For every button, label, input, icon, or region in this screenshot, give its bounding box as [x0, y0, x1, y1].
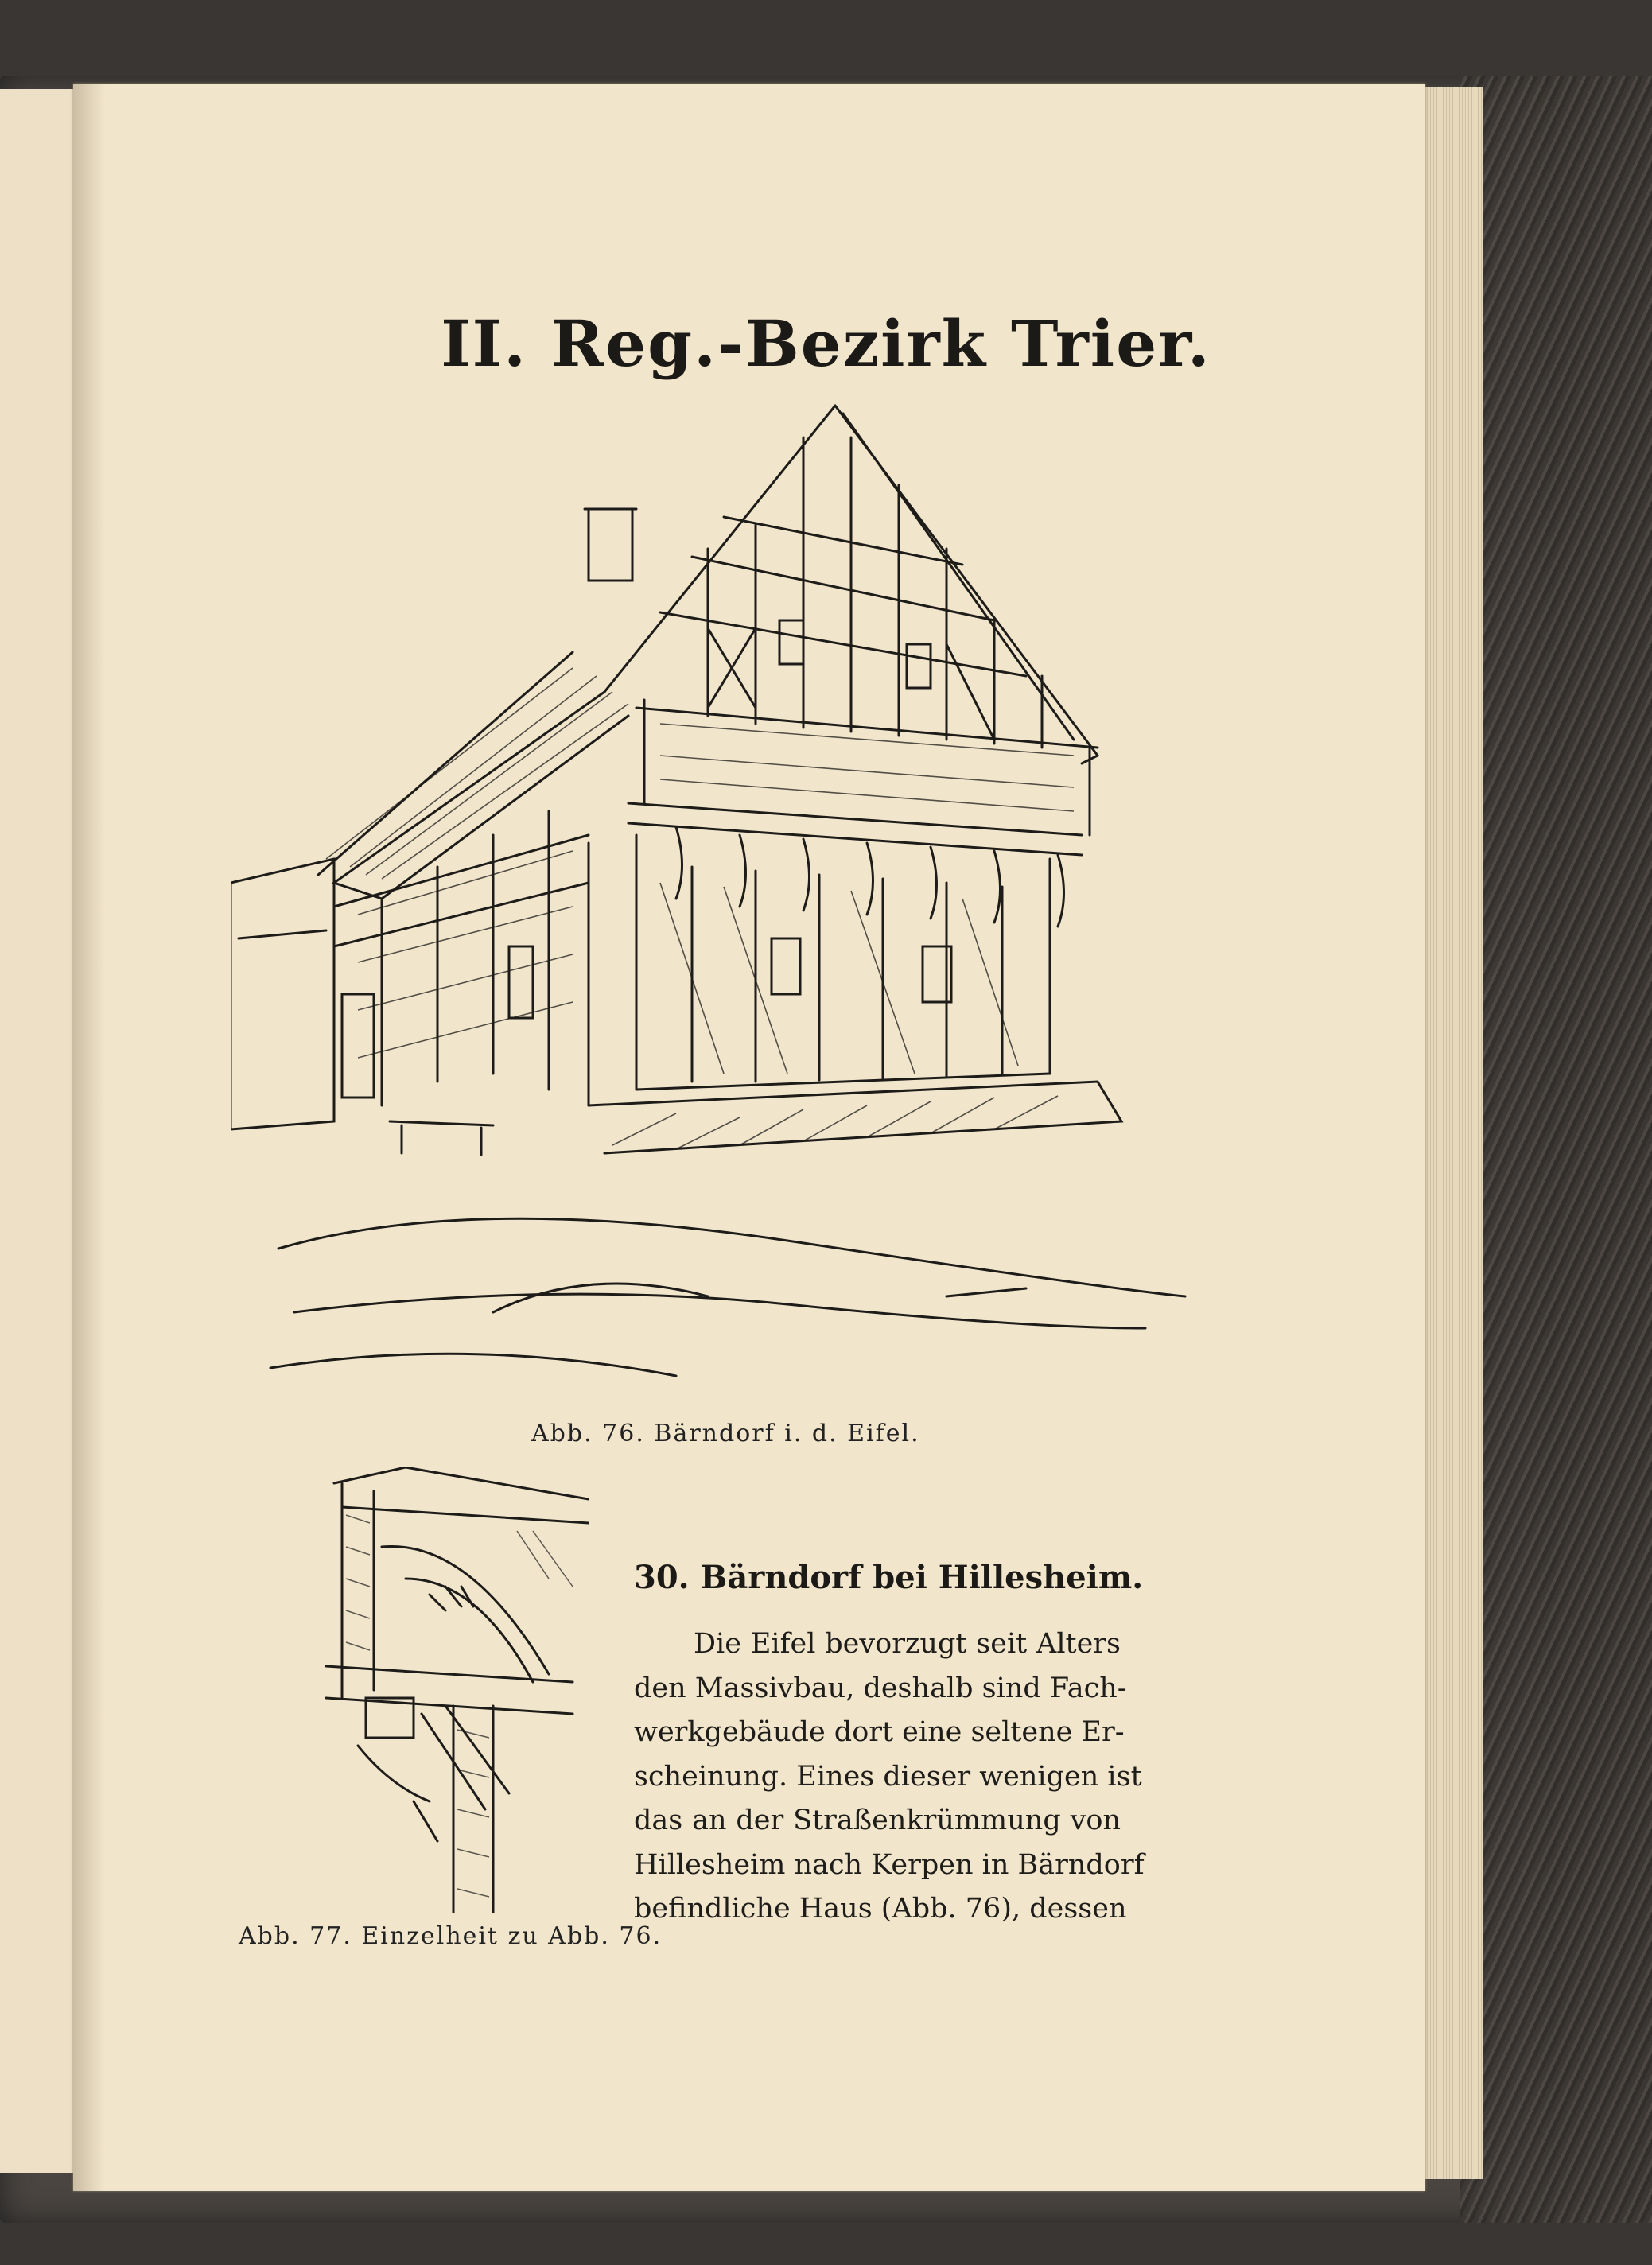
body-line: werkgebäude dort eine seltene Er-: [634, 1716, 1125, 1748]
left-page-edge: [0, 89, 75, 2173]
body-line: das an der Straßenkrümmung von: [634, 1805, 1121, 1836]
body-line: Die Eifel bevorzugt seit Alters: [694, 1628, 1121, 1660]
page-heading: II. Reg.-Bezirk Trier.: [441, 306, 1211, 381]
figure-77-bracket-detail: [310, 1467, 589, 1913]
section-title: 30. Bärndorf bei Hillesheim.: [634, 1559, 1144, 1596]
figure-77-caption: Abb. 77. Einzelheit zu Abb. 76.: [239, 1922, 663, 1950]
figure-76-caption: Abb. 76. Bärndorf i. d. Eifel.: [531, 1420, 920, 1447]
body-paragraph: [634, 1622, 1145, 1932]
cover-edge-texture: [1460, 76, 1652, 2223]
body-line: den Massivbau, deshalb sind Fach-: [634, 1672, 1127, 1704]
body-line: Hillesheim nach Kerpen in Bärndorf: [634, 1848, 1145, 1881]
body-line: befindliche Haus (Abb. 76), dessen: [634, 1893, 1127, 1925]
body-line: scheinung. Eines dieser wenigen ist: [634, 1760, 1142, 1793]
page-gutter-shadow: [73, 84, 105, 2191]
figure-76-house-drawing: [231, 390, 1209, 1400]
